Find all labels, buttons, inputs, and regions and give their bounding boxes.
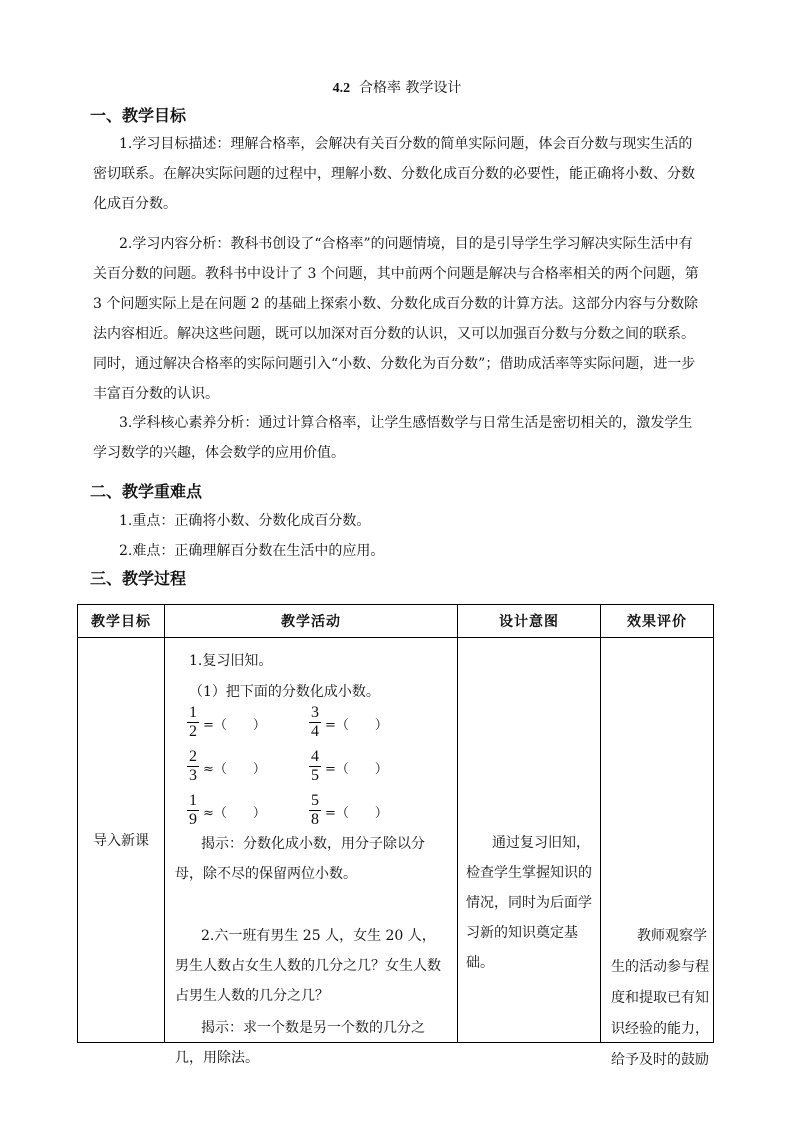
title-text: 合格率 教学设计 — [358, 80, 462, 96]
fraction-2-blank: =（ ） — [325, 718, 388, 733]
fraction-3: $\frac{2}{3}$ — [189, 748, 197, 784]
fraction-1-blank: =（ ） — [203, 718, 266, 733]
evaluation-text: 教师观察学生的活动参与程度和提取已有知识经验的能力，给予及时的鼓励 — [611, 928, 709, 1068]
header-activity: 教学活动 — [165, 605, 458, 638]
row-intent-cell — [458, 638, 601, 1043]
hint-1: 揭示：分数化成小数，用分子除以分母，除不尽的保留两位小数。 — [175, 836, 425, 882]
teaching-process-table — [77, 604, 714, 1068]
goal-paragraph-1: 1.学习目标描述：理解合格率，会解决有关百分数的简单实际问题，体会百分数与现实生活的密切联系。在解决实际问题的过程中，理解小数、分数化成百分数的必要性，能正确将小数、分数化成百分数。 — [93, 136, 695, 212]
title-number: 4.2 — [332, 81, 351, 96]
fraction-6: $\frac{5}{8}$ — [311, 792, 319, 828]
row-evaluation-cell — [601, 638, 714, 1068]
intent-text: 通过复习旧知，检查学生掌握知识的情况，同时为后面学习新的知识奠定基础。 — [466, 835, 592, 971]
task-1: （1）把下面的分数化成小数。 — [189, 684, 380, 700]
row-activity-cell — [165, 638, 458, 1066]
table-row — [78, 638, 714, 1043]
key-point: 1.重点：正确将小数、分数化成百分数。 — [119, 513, 371, 529]
fraction-4: $\frac{4}{5}$ — [311, 748, 319, 784]
header-evaluation: 效果评价 — [601, 605, 714, 638]
header-goal: 教学目标 — [78, 605, 165, 638]
page-title — [0, 77, 794, 97]
table-header-row — [78, 605, 714, 638]
hint-2: 揭示：求一个数是另一个数的几分之几，用除法。 — [175, 1020, 425, 1066]
goal-paragraph-3: 3.学科核心素养分析：通过计算合格率，让学生感悟数学与日常生活是密切相关的，激发学生学习数学的兴趣，体会数学的应用价值。 — [93, 415, 693, 461]
task-2: 2.六一班有男生 25 人，女生 20 人，男生人数占女生人数的几分之几？女生人数占男生人数的几分之几？ — [175, 928, 441, 1004]
section-heading-process: 三、教学过程 — [90, 569, 187, 588]
fraction-6-blank: =（ ） — [325, 806, 388, 821]
review-title: 1.复习旧知。 — [189, 653, 273, 669]
fraction-3-blank: ≈（ ） — [203, 762, 266, 777]
goal-paragraph-2: 2.学习内容分析：教科书创设了“合格率”的问题情境，目的是引导学生学习解决实际生活中有关百分数的问题。教科书中设计了 3 个问题，其中前两个问题是解决与合格率相关的两个问题，第 3 个问题实际上是在问题 2 的基础上探索小数、分数化成百分数的计算方法。这部分内容与分数除法内容相近。解决这些问题，既可以加深对百分数的认识，又可以加强百分数与分数之间的联系。同时，通过解决合格率的实际问题引入“小数、分数化为百分数”；借助成活率等实际问题，进一步丰富百分数的认识。 — [93, 236, 699, 402]
fraction-1: $\frac{1}{2}$ — [189, 704, 197, 740]
fraction-2: $\frac{3}{4}$ — [311, 704, 319, 740]
fraction-4-blank: =（ ） — [325, 762, 388, 777]
row-goal-cell: 导入新课 — [78, 638, 165, 1043]
header-intent: 设计意图 — [458, 605, 601, 638]
difficult-point: 2.难点：正确理解百分数在生活中的应用。 — [119, 543, 385, 559]
section-heading-goals: 一、教学目标 — [90, 106, 187, 125]
fraction-5: $\frac{1}{9}$ — [189, 792, 197, 828]
section-heading-difficulties: 二、教学重难点 — [90, 482, 203, 501]
fraction-5-blank: ≈（ ） — [203, 806, 266, 821]
